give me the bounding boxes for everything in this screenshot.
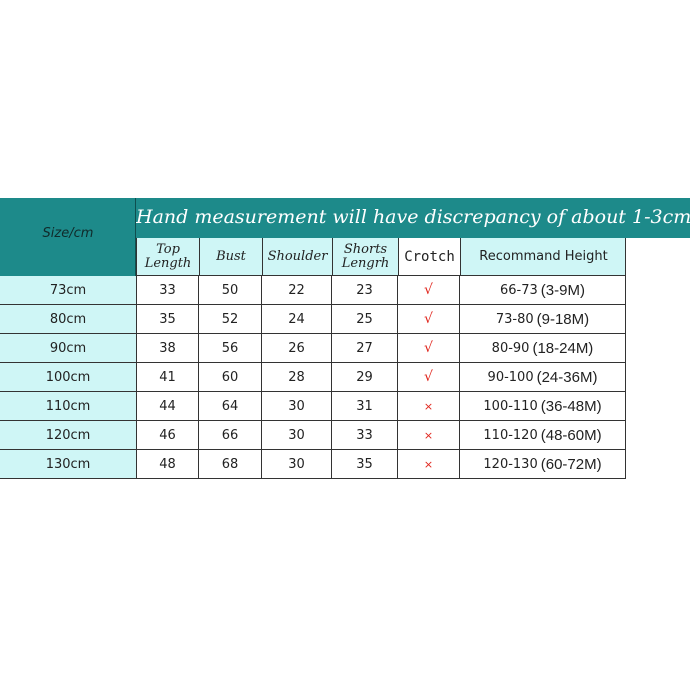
size-cell: 73cm bbox=[0, 276, 137, 305]
bust-cell: 64 bbox=[199, 392, 262, 421]
height-cell bbox=[460, 392, 626, 421]
size-cell: 80cm bbox=[0, 305, 137, 334]
check-icon: √ bbox=[398, 305, 460, 334]
shoulder-cell: 30 bbox=[262, 450, 332, 479]
size-cell: 100cm bbox=[0, 363, 137, 392]
height-range: 110-120 bbox=[483, 427, 538, 443]
top-cell: 38 bbox=[137, 334, 199, 363]
header-top-length: Top Length bbox=[137, 238, 200, 275]
top-cell: 33 bbox=[137, 276, 199, 305]
shorts-cell: 27 bbox=[332, 334, 398, 363]
size-header-label: Size/cm bbox=[42, 226, 94, 241]
bust-cell: 66 bbox=[199, 421, 262, 450]
bust-cell: 52 bbox=[199, 305, 262, 334]
height-range: 80-90 bbox=[491, 340, 530, 356]
top-cell: 46 bbox=[137, 421, 199, 450]
shorts-cell: 25 bbox=[332, 305, 398, 334]
cross-icon: × bbox=[398, 392, 460, 421]
shorts-cell: 33 bbox=[332, 421, 398, 450]
age-range: (36-48M) bbox=[540, 397, 602, 415]
age-range: (9-18M) bbox=[536, 310, 590, 328]
size-cell: 90cm bbox=[0, 334, 137, 363]
size-cell: 120cm bbox=[0, 421, 137, 450]
shoulder-cell: 24 bbox=[262, 305, 332, 334]
table-header-row bbox=[136, 238, 626, 276]
height-range: 66-73 bbox=[500, 282, 538, 298]
height-cell bbox=[460, 276, 626, 305]
check-icon: √ bbox=[398, 276, 460, 305]
age-range: (60-72M) bbox=[540, 455, 602, 473]
height-cell bbox=[460, 334, 626, 363]
top-cell: 35 bbox=[137, 305, 199, 334]
table-row bbox=[0, 392, 626, 421]
size-chart bbox=[0, 198, 698, 479]
height-range: 73-80 bbox=[495, 311, 534, 327]
header-bust: Bust bbox=[200, 238, 263, 275]
shoulder-cell: 28 bbox=[262, 363, 332, 392]
shorts-cell: 31 bbox=[332, 392, 398, 421]
height-range: 100-110 bbox=[483, 398, 538, 414]
height-cell bbox=[460, 450, 626, 479]
height-cell bbox=[460, 421, 626, 450]
shoulder-cell: 30 bbox=[262, 392, 332, 421]
age-range: (18-24M) bbox=[532, 339, 594, 357]
shorts-cell: 35 bbox=[332, 450, 398, 479]
shoulder-cell: 30 bbox=[262, 421, 332, 450]
table-row bbox=[0, 450, 626, 479]
header-recommend-height: Recommand Height bbox=[479, 248, 608, 264]
header-crotch: Crotch bbox=[399, 238, 461, 275]
size-cell: 110cm bbox=[0, 392, 137, 421]
measurement-notice: Hand measurement will have discrepancy of about 1-3cm. bbox=[136, 206, 698, 228]
check-icon: √ bbox=[398, 363, 460, 392]
size-cell: 130cm bbox=[0, 450, 137, 479]
age-range: (24-36M) bbox=[536, 368, 598, 386]
height-cell bbox=[460, 305, 626, 334]
cross-icon: × bbox=[398, 421, 460, 450]
table-row bbox=[0, 421, 626, 450]
top-cell: 44 bbox=[137, 392, 199, 421]
top-cell: 48 bbox=[137, 450, 199, 479]
cross-icon: × bbox=[398, 450, 460, 479]
shorts-cell: 23 bbox=[332, 276, 398, 305]
bust-cell: 68 bbox=[199, 450, 262, 479]
header-shorts-length: Shorts Lengrh bbox=[333, 238, 399, 275]
height-range: 90-100 bbox=[487, 369, 534, 385]
check-icon: √ bbox=[398, 334, 460, 363]
bust-cell: 50 bbox=[199, 276, 262, 305]
height-range: 120-130 bbox=[483, 456, 538, 472]
table-row bbox=[0, 334, 626, 363]
shoulder-cell: 26 bbox=[262, 334, 332, 363]
size-column-header bbox=[0, 198, 136, 276]
top-cell: 41 bbox=[137, 363, 199, 392]
age-range: (3-9M) bbox=[540, 281, 585, 299]
bust-cell: 60 bbox=[199, 363, 262, 392]
bust-cell: 56 bbox=[199, 334, 262, 363]
height-cell bbox=[460, 363, 626, 392]
shorts-cell: 29 bbox=[332, 363, 398, 392]
header-shoulder: Shoulder bbox=[263, 238, 333, 275]
table-row bbox=[0, 305, 626, 334]
table-row bbox=[0, 276, 626, 305]
shoulder-cell: 22 bbox=[262, 276, 332, 305]
age-range: (48-60M) bbox=[540, 426, 602, 444]
table-row bbox=[0, 363, 626, 392]
